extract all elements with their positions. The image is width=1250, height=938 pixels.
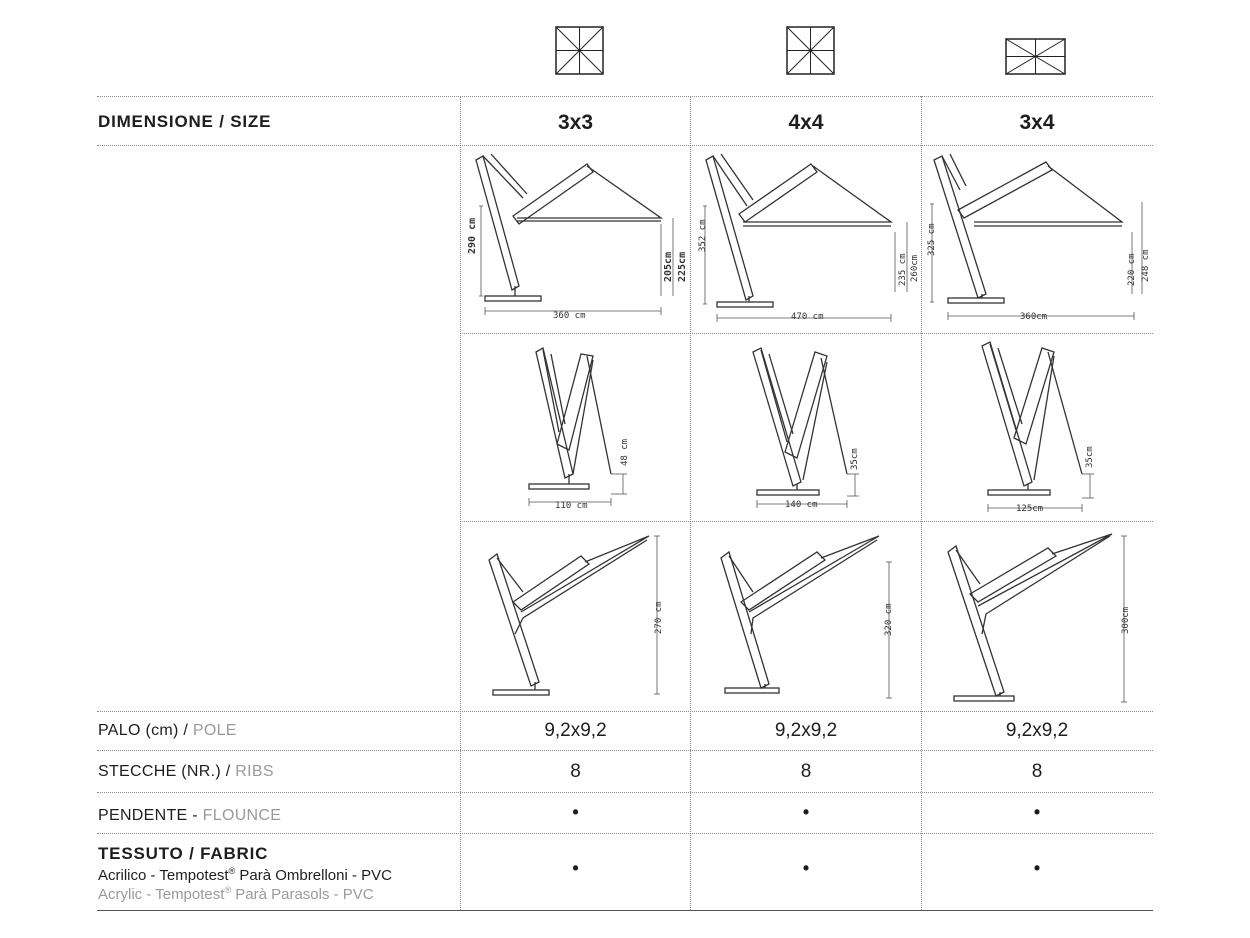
table-divider <box>97 792 1153 793</box>
open-height-label: 352 cm <box>698 219 708 252</box>
reach-label: 360 cm <box>553 311 586 321</box>
ribs-value: 8 <box>1031 761 1043 782</box>
table-divider <box>97 96 1153 97</box>
fabric-description-it: Acrilico - Tempotest® Parà Ombrelloni - PVC <box>98 866 392 884</box>
ribs-value: 8 <box>800 761 812 782</box>
flounce-row-label: PENDENTE - FLOUNCE <box>98 807 282 824</box>
fabric-value: • <box>1033 858 1041 878</box>
square-canopy-icon <box>555 26 605 76</box>
reach-label: 360cm <box>1020 312 1048 322</box>
closed-width-label: 125cm <box>1016 504 1044 514</box>
size-4x4: 4x4 <box>788 111 824 134</box>
closed-height-label: 48 cm <box>620 438 630 466</box>
size-3x3: 3x3 <box>557 111 594 134</box>
fabric-value: • <box>802 858 810 878</box>
tilted-umbrella-diagram <box>922 522 1152 711</box>
closed-umbrella-diagram <box>691 334 921 521</box>
flounce-value: • <box>802 802 810 822</box>
clearance-label: 220 cm <box>1127 253 1137 286</box>
fabric-value: • <box>572 858 579 878</box>
closed-height-label: 35cm <box>1085 446 1095 468</box>
tilted-height-label: 320 cm <box>884 603 894 636</box>
clearance-label: 248 cm <box>1141 249 1151 282</box>
clearance-label: 260cm <box>910 254 920 282</box>
closed-umbrella-diagram <box>922 334 1152 521</box>
ribs-value: 8 <box>570 761 581 782</box>
table-bottom-border <box>97 910 1153 911</box>
pole-row-label: PALO (cm) / POLE <box>98 722 237 739</box>
ribs-row-label: STECCHE (NR.) / RIBS <box>98 763 274 780</box>
fabric-description-en: Acrylic - Tempotest® Parà Parasols - PVC <box>98 885 374 903</box>
open-height-label: 325 cm <box>927 223 937 256</box>
pole-value: 9,2x9,2 <box>544 720 607 741</box>
rectangular-canopy-icon <box>1005 38 1067 76</box>
closed-width-label: 140 cm <box>785 500 818 510</box>
closed-height-label: 35cm <box>850 448 860 470</box>
flounce-value: • <box>1033 802 1041 822</box>
open-height-label: 290 cm <box>467 217 478 254</box>
size-3x4: 3x4 <box>1019 111 1055 134</box>
table-divider <box>97 833 1153 834</box>
table-divider <box>97 750 1153 751</box>
closed-width-label: 110 cm <box>555 501 588 511</box>
tilted-height-label: 270 cm <box>654 601 664 634</box>
flounce-value: • <box>572 802 579 822</box>
clearance-label: 235 cm <box>898 253 908 286</box>
reach-label: 470 cm <box>791 312 824 322</box>
clearance-label: 225cm <box>677 251 688 282</box>
tilted-umbrella-diagram <box>691 522 921 711</box>
size-row-label: DIMENSIONE / SIZE <box>98 112 272 131</box>
fabric-row-label: TESSUTO / FABRIC <box>98 844 269 863</box>
closed-umbrella-diagram <box>461 334 690 521</box>
open-umbrella-diagram <box>461 146 690 333</box>
table-divider <box>97 711 1153 712</box>
clearance-label: 205cm <box>663 251 674 282</box>
square-canopy-icon <box>786 26 836 76</box>
open-umbrella-diagram <box>922 146 1152 333</box>
open-umbrella-diagram <box>691 146 921 333</box>
pole-value: 9,2x9,2 <box>1005 720 1069 741</box>
pole-value: 9,2x9,2 <box>774 720 838 741</box>
tilted-height-label: 300cm <box>1121 606 1131 634</box>
tilted-umbrella-diagram <box>461 522 690 711</box>
